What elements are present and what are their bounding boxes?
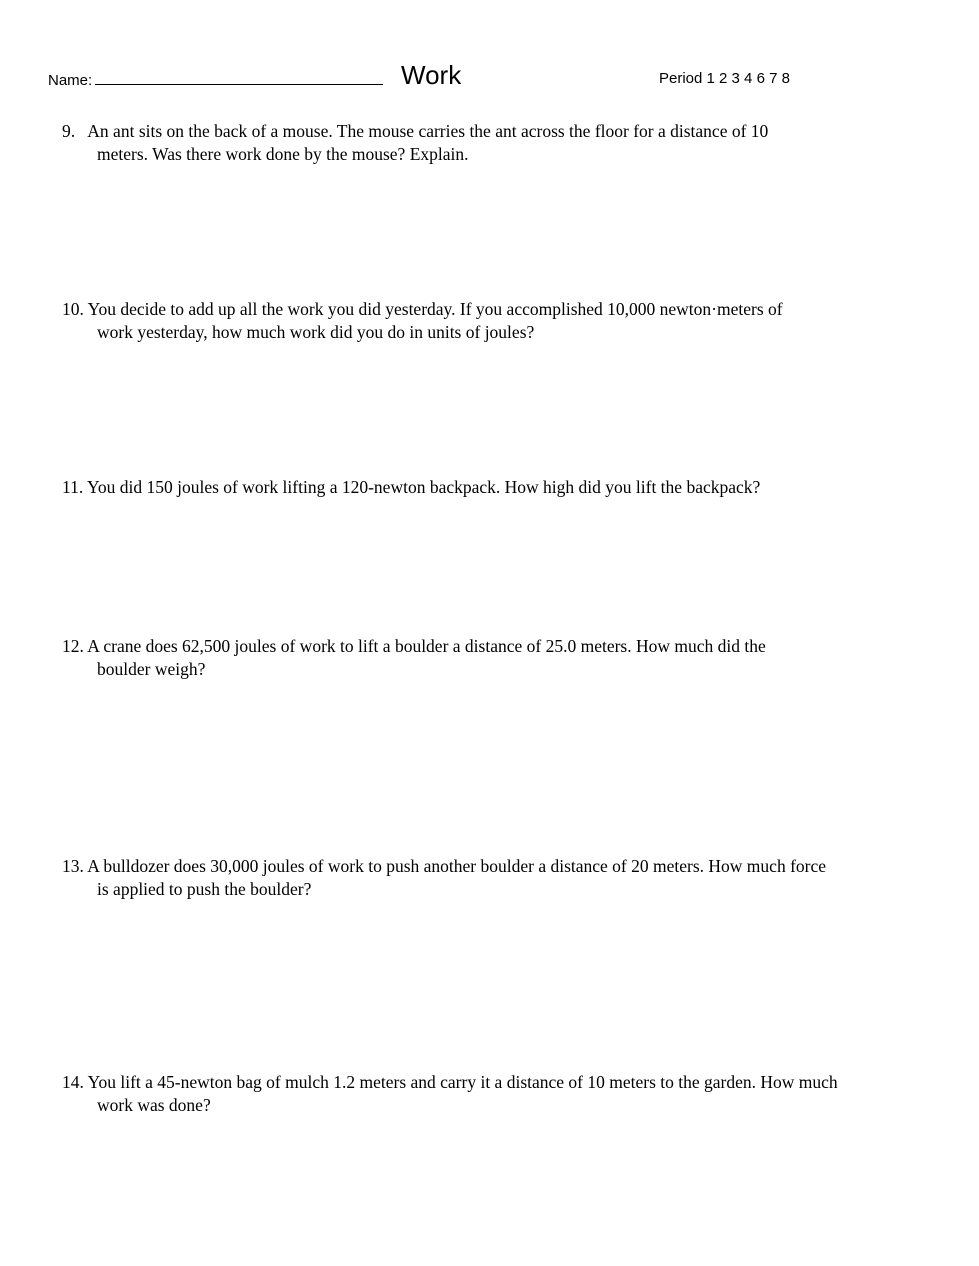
question-number: 11. [62, 477, 84, 497]
question-9 [62, 120, 932, 166]
question-number: 10. [62, 299, 84, 319]
question-text: You decide to add up all the work you did yesterday. If you accomplished 10,000 newton·meters of [87, 299, 783, 319]
question-number: 9. [62, 121, 76, 141]
question-10 [62, 298, 932, 344]
question-text: You did 150 joules of work lifting a 120-newton backpack. How high did you lift the backpack? [86, 477, 761, 497]
question-number: 12. [62, 636, 84, 656]
question-text: An ant sits on the back of a mouse. The mouse carries the ant across the floor for a distance of 10 [87, 121, 769, 141]
page-title: Work [401, 60, 462, 90]
name-label: Name: [48, 72, 93, 89]
question-11 [62, 476, 932, 499]
question-line-1 [62, 298, 932, 321]
question-line-2: work was done? [97, 1095, 211, 1115]
name-field [48, 70, 383, 89]
question-line-2: boulder weigh? [97, 659, 206, 679]
question-text: You lift a 45-newton bag of mulch 1.2 meters and carry it a distance of 10 meters to the garden. How much [87, 1072, 838, 1092]
question-13 [62, 855, 932, 901]
question-text: A crane does 62,500 joules of work to lift a boulder a distance of 25.0 meters. How much did the [87, 636, 766, 656]
question-14 [62, 1071, 932, 1117]
worksheet-header [0, 60, 979, 100]
question-line-2: is applied to push the boulder? [97, 879, 312, 899]
question-line-2: meters. Was there work done by the mouse? Explain. [97, 144, 469, 164]
question-number: 14. [62, 1072, 84, 1092]
question-line-1 [62, 1071, 932, 1094]
period-options: Period 1 2 3 4 6 7 8 [659, 70, 790, 87]
name-blank-line[interactable] [95, 70, 383, 85]
question-12 [62, 635, 932, 681]
question-number: 13. [62, 856, 84, 876]
question-line-1 [62, 635, 932, 658]
question-line-1 [62, 855, 932, 878]
question-line-1 [62, 476, 932, 499]
question-line-2: work yesterday, how much work did you do in units of joules? [97, 322, 535, 342]
question-text: A bulldozer does 30,000 joules of work to push another boulder a distance of 20 meters. How much force [87, 856, 827, 876]
question-line-1 [62, 120, 932, 143]
